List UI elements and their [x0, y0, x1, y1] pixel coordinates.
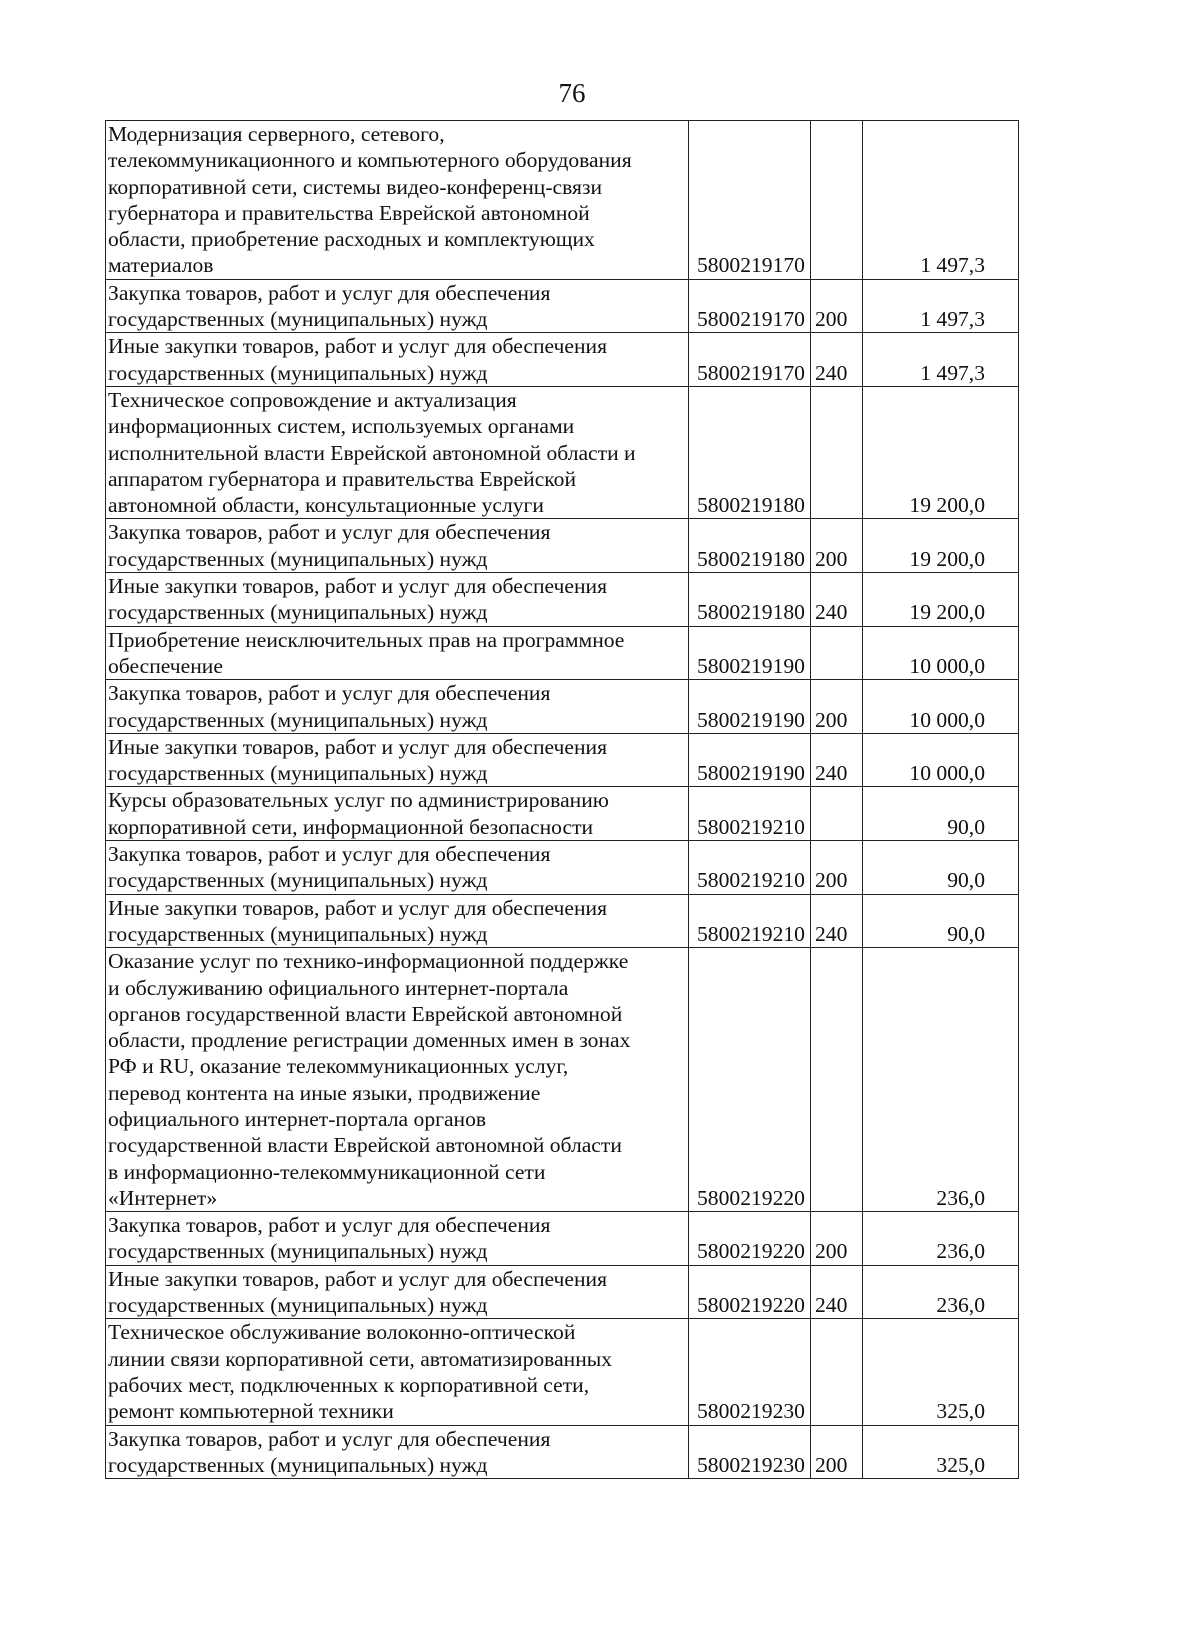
expense-name-cell — [106, 1265, 689, 1319]
expense-name-line: рабочих мест, подключенных к корпоративной сети, — [108, 1372, 590, 1397]
expense-name-line: Приобретение неисключительных прав на программное — [108, 627, 625, 652]
expense-name-line: телекоммуникационного и компьютерного оборудования — [108, 148, 632, 173]
expense-name-line: государственных (муниципальных) нужд — [108, 307, 488, 332]
amount-cell: 10 000,0 — [863, 626, 1019, 680]
expense-name-line: области, продление регистрации доменных имен в зонах — [108, 1028, 631, 1053]
amount-cell: 1 497,3 — [863, 279, 1019, 333]
expense-name-line: государственной власти Еврейской автономной области — [108, 1133, 622, 1158]
page-number: 76 — [558, 78, 586, 108]
expense-name-line: Модернизация серверного, сетевого, — [108, 122, 445, 146]
amount-cell: 90,0 — [863, 841, 1019, 895]
amount-cell: 236,0 — [863, 948, 1019, 1212]
expense-name-line: Курсы образовательных услуг по администрированию — [108, 788, 609, 813]
target-code-cell: 5800219210 — [689, 787, 811, 841]
expense-type-cell — [811, 787, 863, 841]
expense-name-cell — [106, 787, 689, 841]
expense-name-line: Оказание услуг по технико-информационной поддержке — [108, 949, 629, 974]
expense-name-line: в информационно-телекоммуникационной сети — [108, 1159, 546, 1184]
expense-type-cell: 240 — [811, 1265, 863, 1319]
expense-name-cell — [106, 894, 689, 948]
expense-name-line: государственных (муниципальных) нужд — [108, 761, 488, 786]
expense-name-line: государственных (муниципальных) нужд — [108, 921, 488, 946]
table-row — [106, 787, 1019, 841]
target-code-cell: 5800219170 — [689, 279, 811, 333]
target-code-cell: 5800219210 — [689, 894, 811, 948]
target-code-cell: 5800219180 — [689, 573, 811, 627]
expense-name-cell — [106, 841, 689, 895]
expense-name-line: автономной области, консультационные услуги — [108, 493, 544, 518]
budget-table — [105, 120, 1019, 1479]
expense-name-line: государственных (муниципальных) нужд — [108, 1239, 488, 1264]
expense-name-cell — [106, 573, 689, 627]
amount-cell: 19 200,0 — [863, 386, 1019, 518]
expense-name-line: корпоративной сети, системы видео-конференц-связи — [108, 174, 603, 199]
expense-name-line: государственных (муниципальных) нужд — [108, 707, 488, 732]
amount-cell: 90,0 — [863, 894, 1019, 948]
expense-name-cell — [106, 121, 689, 280]
expense-name-line: перевод контента на иные языки, продвижение — [108, 1080, 541, 1105]
expense-type-cell: 200 — [811, 680, 863, 734]
expense-name-cell — [106, 626, 689, 680]
amount-cell: 236,0 — [863, 1265, 1019, 1319]
amount-cell: 10 000,0 — [863, 680, 1019, 734]
expense-name-line: информационных систем, используемых органами — [108, 414, 575, 439]
expense-name-line: органов государственной власти Еврейской автономной — [108, 1001, 623, 1026]
table-row — [106, 626, 1019, 680]
expense-name-line: Закупка товаров, работ и услуг для обеспечения — [108, 842, 551, 867]
table-row — [106, 279, 1019, 333]
expense-name-line: и обслуживанию официального интернет-портала — [108, 975, 569, 1000]
amount-cell: 1 497,3 — [863, 121, 1019, 280]
target-code-cell: 5800219230 — [689, 1425, 811, 1479]
expense-type-cell: 240 — [811, 733, 863, 787]
amount-cell: 236,0 — [863, 1212, 1019, 1266]
table-row — [106, 121, 1019, 280]
amount-cell: 325,0 — [863, 1319, 1019, 1425]
expense-name-cell — [106, 1319, 689, 1425]
target-code-cell: 5800219210 — [689, 841, 811, 895]
table-row — [106, 333, 1019, 387]
expense-name-line: государственных (муниципальных) нужд — [108, 546, 488, 571]
expense-name-line: ремонт компьютерной техники — [108, 1399, 394, 1424]
expense-name-cell — [106, 733, 689, 787]
table-row — [106, 733, 1019, 787]
expense-name-line: материалов — [108, 253, 214, 278]
table-row — [106, 1425, 1019, 1479]
expense-name-line: государственных (муниципальных) нужд — [108, 360, 488, 385]
expense-name-line: Иные закупки товаров, работ и услуг для обеспечения — [108, 1266, 608, 1291]
table-row — [106, 386, 1019, 518]
table-row — [106, 1319, 1019, 1425]
expense-type-cell: 240 — [811, 894, 863, 948]
expense-name-line: государственных (муниципальных) нужд — [108, 1452, 488, 1477]
expense-name-line: Иные закупки товаров, работ и услуг для обеспечения — [108, 334, 608, 359]
expense-name-line: Закупка товаров, работ и услуг для обеспечения — [108, 280, 551, 305]
expense-name-line: РФ и RU, оказание телекоммуникационных услуг, — [108, 1054, 569, 1079]
expense-name-line: государственных (муниципальных) нужд — [108, 868, 488, 893]
target-code-cell: 5800219190 — [689, 680, 811, 734]
expense-name-line: Закупка товаров, работ и услуг для обеспечения — [108, 1426, 551, 1451]
expense-type-cell: 200 — [811, 1212, 863, 1266]
expense-name-line: Закупка товаров, работ и услуг для обеспечения — [108, 681, 551, 706]
expense-name-line: обеспечение — [108, 653, 223, 678]
table-row — [106, 573, 1019, 627]
amount-cell: 19 200,0 — [863, 519, 1019, 573]
target-code-cell: 5800219180 — [689, 386, 811, 518]
expense-name-cell — [106, 680, 689, 734]
target-code-cell: 5800219170 — [689, 333, 811, 387]
target-code-cell: 5800219230 — [689, 1319, 811, 1425]
expense-name-line: государственных (муниципальных) нужд — [108, 1293, 488, 1318]
expense-name-cell — [106, 1212, 689, 1266]
expense-name-line: исполнительной власти Еврейской автономной области и — [108, 440, 636, 465]
amount-cell: 19 200,0 — [863, 573, 1019, 627]
table-body — [106, 121, 1019, 1479]
amount-cell: 1 497,3 — [863, 333, 1019, 387]
expense-type-cell — [811, 1319, 863, 1425]
target-code-cell: 5800219170 — [689, 121, 811, 280]
expense-name-cell — [106, 333, 689, 387]
target-code-cell: 5800219190 — [689, 733, 811, 787]
expense-name-cell — [106, 519, 689, 573]
expense-name-line: Техническое сопровождение и актуализация — [108, 387, 517, 412]
expense-name-line: официального интернет-портала органов — [108, 1106, 487, 1131]
expense-name-line: Иные закупки товаров, работ и услуг для обеспечения — [108, 574, 608, 599]
amount-cell: 90,0 — [863, 787, 1019, 841]
amount-cell: 10 000,0 — [863, 733, 1019, 787]
expense-name-line: губернатора и правительства Еврейской автономной — [108, 200, 590, 225]
target-code-cell: 5800219180 — [689, 519, 811, 573]
expense-name-line: государственных (муниципальных) нужд — [108, 600, 488, 625]
expense-name-line: аппаратом губернатора и правительства Еврейской — [108, 466, 577, 491]
expense-type-cell: 200 — [811, 1425, 863, 1479]
expense-name-line: «Интернет» — [108, 1185, 218, 1210]
expense-type-cell — [811, 121, 863, 280]
expense-name-line: корпоративной сети, информационной безопасности — [108, 814, 594, 839]
expense-name-line: Закупка товаров, работ и услуг для обеспечения — [108, 1213, 551, 1238]
target-code-cell: 5800219220 — [689, 1212, 811, 1266]
expense-name-line: Техническое обслуживание волоконно-оптической — [108, 1320, 576, 1345]
expense-type-cell — [811, 386, 863, 518]
table-row — [106, 948, 1019, 1212]
expense-name-cell — [106, 948, 689, 1212]
expense-type-cell: 200 — [811, 279, 863, 333]
expense-name-line: области, приобретение расходных и комплектующих — [108, 227, 595, 252]
expense-name-cell — [106, 279, 689, 333]
expense-name-line: Иные закупки товаров, работ и услуг для обеспечения — [108, 734, 608, 759]
target-code-cell: 5800219220 — [689, 948, 811, 1212]
expense-type-cell — [811, 626, 863, 680]
table-row — [106, 1265, 1019, 1319]
amount-cell: 325,0 — [863, 1425, 1019, 1479]
target-code-cell: 5800219220 — [689, 1265, 811, 1319]
table-row — [106, 1212, 1019, 1266]
table-row — [106, 519, 1019, 573]
expense-name-cell — [106, 1425, 689, 1479]
expense-type-cell: 200 — [811, 519, 863, 573]
table-row — [106, 841, 1019, 895]
expense-name-cell — [106, 386, 689, 518]
expense-name-line: Иные закупки товаров, работ и услуг для обеспечения — [108, 895, 608, 920]
expense-name-line: Закупка товаров, работ и услуг для обеспечения — [108, 520, 551, 545]
table-row — [106, 680, 1019, 734]
target-code-cell: 5800219190 — [689, 626, 811, 680]
expense-type-cell: 200 — [811, 841, 863, 895]
expense-type-cell: 240 — [811, 573, 863, 627]
expense-name-line: линии связи корпоративной сети, автоматизированных — [108, 1346, 613, 1371]
expense-type-cell: 240 — [811, 333, 863, 387]
table-row — [106, 894, 1019, 948]
expense-type-cell — [811, 948, 863, 1212]
